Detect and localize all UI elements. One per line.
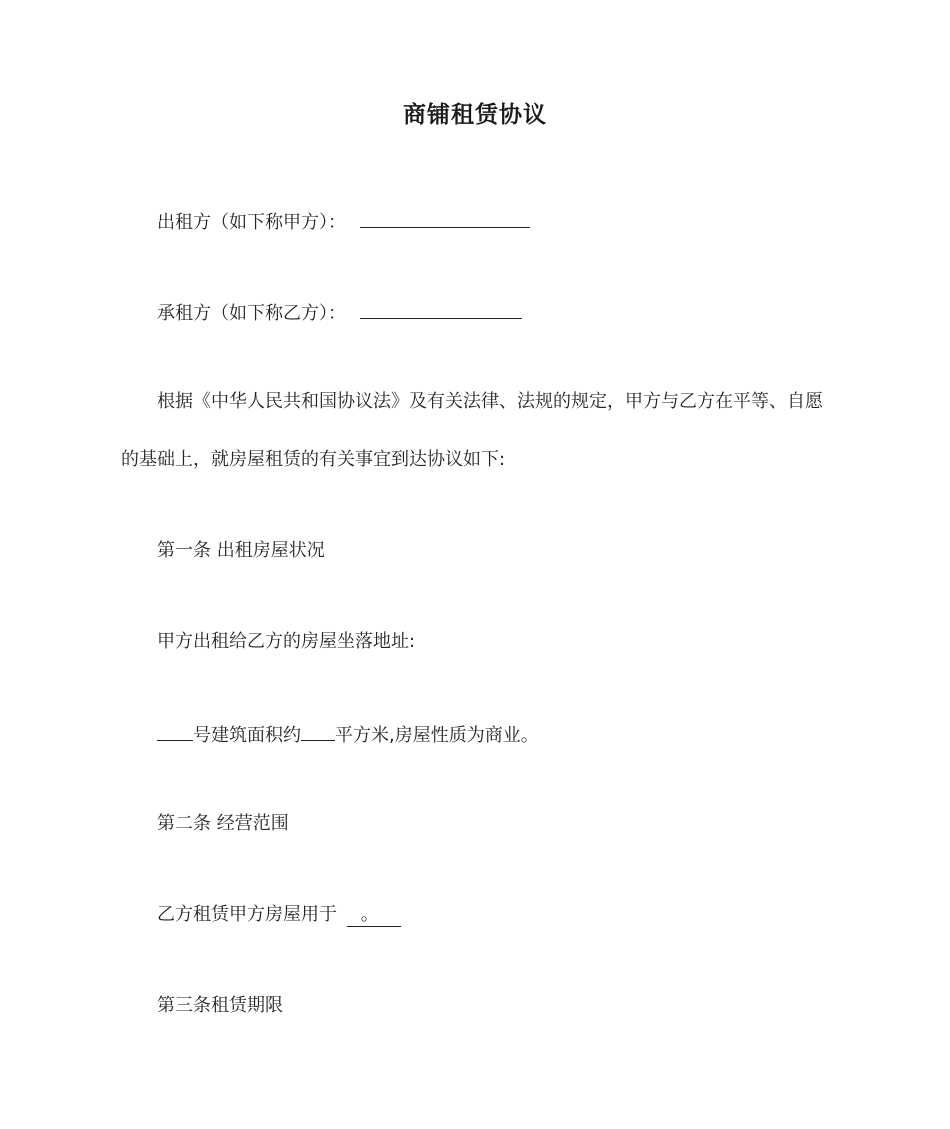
building-number-blank [157, 720, 193, 741]
lessee-line [157, 298, 522, 327]
lessee-label: 承租方（如下称乙方）： [157, 303, 346, 324]
article-2-usage-line [157, 902, 401, 928]
preamble-line-2: 的基础上，就房屋租赁的有关事宜到达协议如下: [121, 449, 506, 470]
article-1-heading: 第一条 出租房屋状况 [157, 540, 325, 561]
preamble-line-1: 根据《中华人民共和国协议法》及有关法律、法规的规定，甲方与乙方在平等、自愿 [157, 391, 823, 412]
lessor-line [157, 207, 530, 236]
lessor-label: 出租方（如下称甲方）： [157, 212, 346, 233]
area-text-1: 号建筑面积约 [193, 725, 301, 746]
article-1-area-line [157, 720, 539, 749]
document-title: 商铺租赁协议 [403, 102, 547, 128]
usage-label: 乙方租赁甲方房屋用于 [157, 904, 337, 925]
usage-blank: 。 [347, 904, 401, 927]
lessor-blank [360, 207, 530, 228]
area-blank [301, 720, 335, 741]
lessee-blank [360, 298, 522, 319]
article-1-address: 甲方出租给乙方的房屋坐落地址: [157, 631, 416, 652]
article-2-heading: 第二条 经营范围 [157, 813, 289, 834]
article-3-heading: 第三条租赁期限 [157, 995, 283, 1016]
area-text-2: 平方米,房屋性质为商业。 [335, 725, 539, 746]
